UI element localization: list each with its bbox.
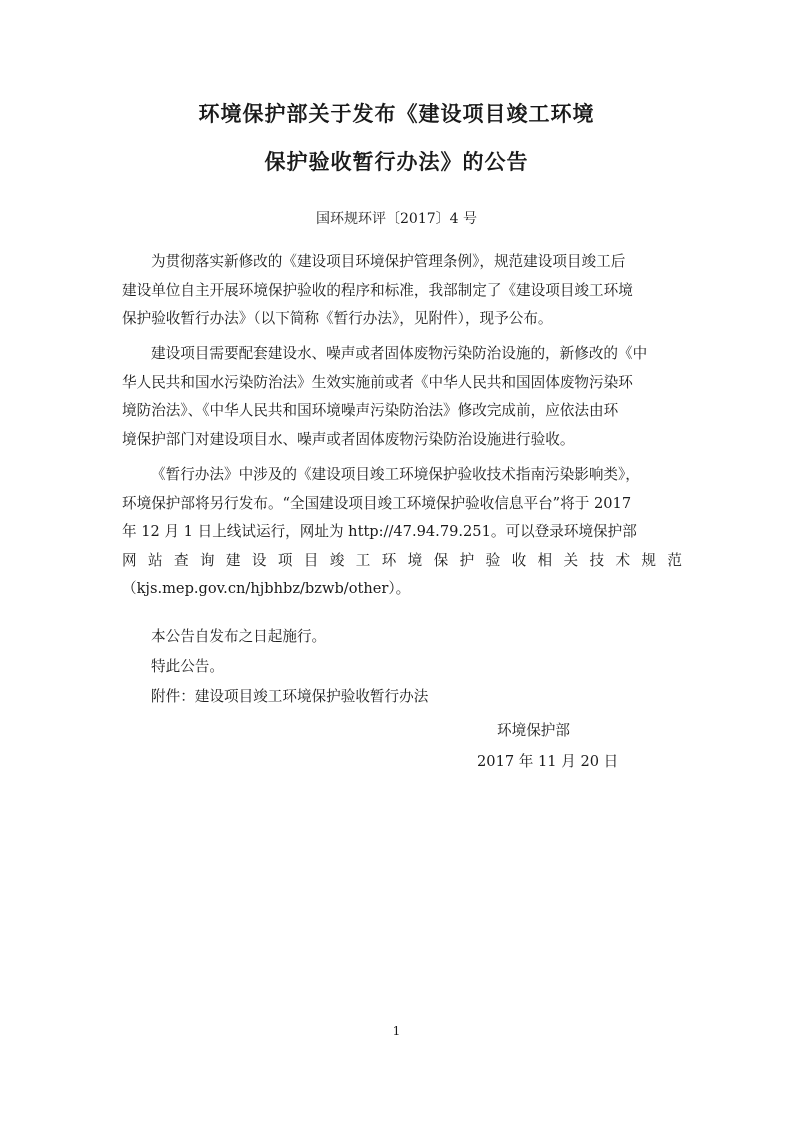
paragraph-line: 《暂行办法》中涉及的《建设项目竣工环境保护验收技术指南污染影响类》， [151,466,640,483]
paragraph-purpose [122,248,682,334]
paragraph-line: 华人民共和国水污染防治法》生效实施前或者《中华人民共和国固体废物污染环 [122,373,633,391]
document-number: 国环规环评〔2017〕4 号 [316,211,477,227]
notice-statement: 特此公告。 [151,658,224,675]
document-title-line-2: 保护验收暂行办法》的公告 [264,150,529,174]
paragraph-line: 年 12 月 1 日上线试运行，网址为 http://47.94.79.251。可以登录环境保护部 [122,523,637,541]
issuer-signature: 环境保护部 [497,722,570,739]
paragraph-line: 境防治法》、《中华人民共和国环境噪声污染防治法》修改完成前，应依法由环 [122,402,619,420]
page-number: 1 [392,1024,401,1038]
paragraph-line: 境保护部门对建设项目水、噪声或者固体废物污染防治设施进行验收。 [122,430,575,448]
effective-statement: 本公告自发布之日起施行。 [151,628,327,645]
paragraph-pollution-facilities [122,340,682,454]
paragraph-line: （kjs.mep.gov.cn/hjbhbz/bzwb/other）。 [122,580,411,598]
issue-date: 2017 年 11 月 20 日 [477,753,619,770]
document-title-line-1: 环境保护部关于发布《建设项目竣工环境 [198,102,595,126]
paragraph-line: 为贯彻落实新修改的《建设项目环境保护管理条例》，规范建设项目竣工后 [151,253,626,270]
paragraph-line: 网站查询建设项目竣工环境保护验收相关技术规范 [122,551,682,569]
attachment-line: 附件：建设项目竣工环境保护验收暂行办法 [151,688,429,705]
paragraph-line: 建设项目需要配套建设水、噪声或者固体废物污染防治设施的，新修改的《中 [151,345,648,362]
paragraph-line: 保护验收暂行办法》（以下简称《暂行办法》，见附件），现予公布。 [122,310,553,328]
paragraph-guidelines-platform [122,461,682,604]
paragraph-line: 环境保护部将另行发布。“全国建设项目竣工环境保护验收信息平台”将于 2017 [122,494,632,512]
paragraph-line: 建设单位自主开展环境保护验收的程序和标准，我部制定了《建设项目竣工环境 [122,281,633,299]
